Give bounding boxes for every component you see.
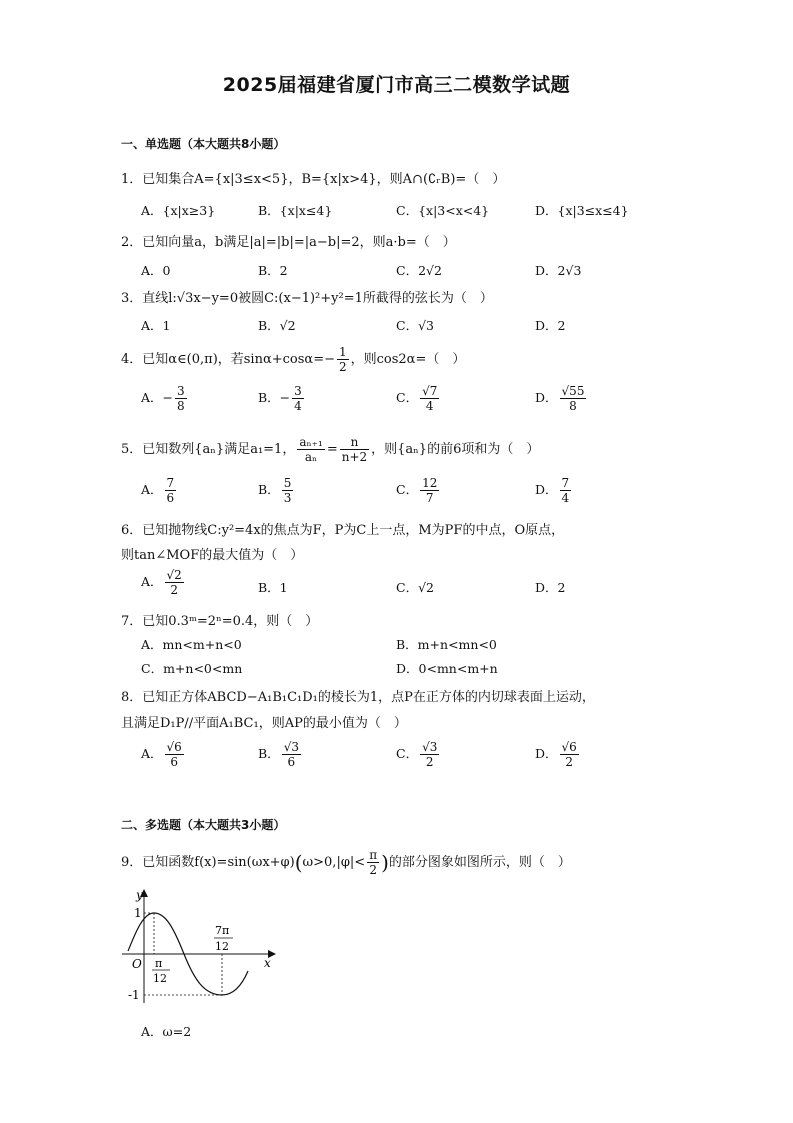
q3-option-a: A．1 xyxy=(141,318,171,333)
question-2-stem: 2．已知向量a，b满足|a|=|b|=|a−b|=2，则a·b=（ ） xyxy=(121,235,456,250)
section-heading-multi-choice: 二、多选题（本大题共3小题） xyxy=(121,818,286,832)
q3-option-b: B．√2 xyxy=(258,318,296,333)
q7-option-a: A．mn<m+n<0 xyxy=(141,637,242,652)
origin-label: O xyxy=(132,957,142,971)
q1-option-c: C．{x|3<x<4} xyxy=(396,203,490,218)
question-8-stem-line2: 且满足D₁P//平面A₁BC₁，则AP的最小值为（ ） xyxy=(121,716,407,731)
x-tick-7pi-12-den: 12 xyxy=(215,940,229,953)
q4-stem-part-a: 4．已知α∈(0,π)，若sinα+cosα=− xyxy=(121,352,335,367)
question-1-stem: 1．已知集合A={x|3≤x<5}，B={x|x>4}，则A∩(∁ᵣB)=（ ） xyxy=(121,172,506,187)
q6-option-d: D．2 xyxy=(535,580,566,595)
q6-option-b: B．1 xyxy=(258,580,288,595)
q2-option-b: B．2 xyxy=(258,263,288,278)
q9-option-a: A．ω=2 xyxy=(141,1024,192,1039)
q5-option-c: C． $\frac{12}{7}$ xyxy=(396,476,438,505)
question-5-stem: 5．已知数列{aₙ}满足a₁=1， $\frac{\text{aₙ₊₁}}{\text{aₙ}}$ = $\frac{n}{n+2}$ ，则{aₙ}的前6项和为（ ） xyxy=(121,435,540,464)
q4-option-c: C． $\frac{√7}{4}$ xyxy=(396,384,438,413)
q1-option-b: B．{x|x≤4} xyxy=(258,203,333,218)
q4-fraction: $\frac{1}{2}$ xyxy=(338,345,347,374)
q6-option-a: A． $\frac{√2}{2}$ xyxy=(141,568,182,597)
q4-stem-part-b: ，则cos2α=（ ） xyxy=(350,352,466,367)
q4-option-b: B．− $\frac{3}{4}$ xyxy=(258,384,302,413)
q6-option-c: C．√2 xyxy=(396,580,434,595)
question-4-stem xyxy=(121,345,465,374)
q8-option-c: C． $\frac{√3}{2}$ xyxy=(396,740,438,769)
x-tick-pi-12-den: 12 xyxy=(153,972,167,985)
question-9-stem: 9．已知函数f(x)=sin(ωx+φ)(ω>0,|φ|< $\frac{\pi}{2}$ )的部分图象如图所示，则（ ） xyxy=(121,848,571,877)
q7-option-d: D．0<mn<m+n xyxy=(396,661,498,676)
q7-option-b: B．m+n<mn<0 xyxy=(396,637,497,652)
y-axis-label: y xyxy=(136,888,143,902)
q2-option-d: D．2√3 xyxy=(535,263,582,278)
q2-option-a: A．0 xyxy=(141,263,171,278)
x-tick-pi-12-num: π xyxy=(155,957,163,970)
x-tick-7pi-12-num: 7π xyxy=(215,924,230,937)
question-7-stem: 7．已知0.3ᵐ=2ⁿ=0.4，则（ ） xyxy=(121,614,319,629)
y-tick-neg-one: -1 xyxy=(128,988,140,1002)
section-heading-single-choice: 一、单选题（本大题共8小题） xyxy=(121,137,286,151)
q8-option-b: B． $\frac{√3}{6}$ xyxy=(258,740,299,769)
q3-option-d: D．2 xyxy=(535,318,566,333)
q7-option-c: C．m+n<0<mn xyxy=(141,661,243,676)
question-6-stem-line1: 6．已知抛物线C:y²=4x的焦点为F，P为C上一点，M为PF的中点，O原点， xyxy=(121,523,565,538)
x-axis-label: x xyxy=(264,956,271,970)
page-title: 2025届福建省厦门市高三二模数学试题 xyxy=(222,74,571,96)
q8-option-d: D． $\frac{√6}{2}$ xyxy=(535,740,577,769)
q5-option-d: D． $\frac{7}{4}$ xyxy=(535,476,570,505)
q1-option-d: D．{x|3≤x≤4} xyxy=(535,203,629,218)
question-6-stem-line2: 则tan∠MOF的最大值为（ ） xyxy=(121,548,304,563)
question-8-stem-line1: 8．已知正方体ABCD−A₁B₁C₁D₁的棱长为1，点P在正方体的内切球表面上运动， xyxy=(121,690,595,705)
q5-option-a: A． $\frac{7}{6}$ xyxy=(141,476,175,505)
q4-option-d: D． $\frac{√55}{8}$ xyxy=(535,384,585,413)
y-tick-one: 1 xyxy=(134,906,142,920)
q9-sine-graph xyxy=(118,885,278,1010)
q5-option-b: B． $\frac{5}{3}$ xyxy=(258,476,292,505)
q1-option-a: A．{x|x≥3} xyxy=(141,203,216,218)
q2-option-c: C．2√2 xyxy=(396,263,442,278)
q4-option-a: A．− $\frac{3}{8}$ xyxy=(141,384,185,413)
q3-option-c: C．√3 xyxy=(396,318,434,333)
question-3-stem: 3．直线l:√3x−y=0被圆C:(x−1)²+y²=1所截得的弦长为（ ） xyxy=(121,291,493,306)
q8-option-a: A． $\frac{√6}{6}$ xyxy=(141,740,182,769)
